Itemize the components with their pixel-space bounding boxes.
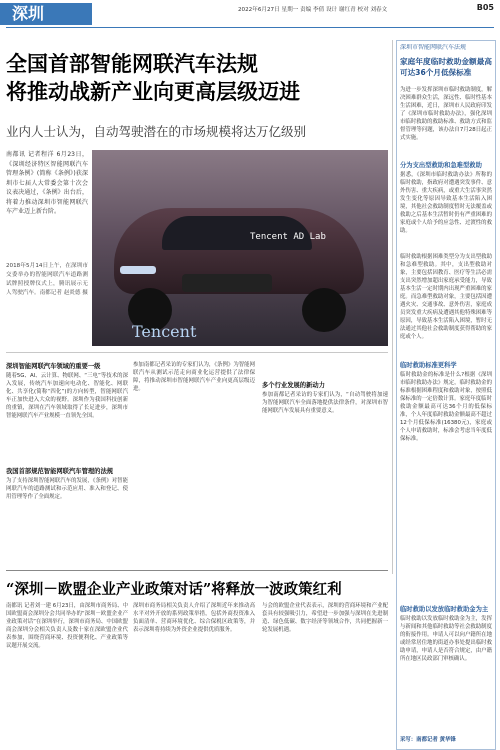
main-subhead: 业内人士认为，自动驾驶潜在的市场规模将达万亿级别: [6, 124, 307, 139]
sidebar-section-2-heading: 临时救助标准更科学: [400, 362, 457, 369]
section-heading-2: 我国首部规范智能网联汽车管理的法规: [6, 468, 114, 475]
sidebar-section-1-text-2: 临时救助根据困难类型分为支出型救助和急难型救助。其中，支出型救助对象，主要包括因教育、医疗等生活必需支出突然增加超出家庭承受能力，导致基本生活一定时期内出现严重困难的家庭。而急难型救助对象，主要包括因遭遇火灾、交通事故、意外伤害，家庭成员突发重大疾病及遭遇其他特殊困难等原因，导致基本生活陷入困境，暂时无法通过其他社会救助制度获得帮助的家庭或个人。: [400, 254, 492, 340]
story2-column-c: 与会的欧盟企业代表表示，深圳的营商环境和产业配套具有较强吸引力，希望进一步加强与深圳在先进制造、绿色低碳、数字经济等领域合作，共同把握新一轮发展机遇。: [262, 603, 388, 633]
lead-paragraph: 南都讯 记者程洋 6月23日，《深圳经济特区智能网联汽车管理条例》(简称《条例》)获深圳市七届人大常委会第十次会议表决通过，《条例》出台后，将着力推动深圳市智能网联汽车产业迈上新台阶。: [6, 151, 88, 215]
right-column-text: 参加南都记者采访的专家们认为，“自动驾驶将加速为智能网联汽车全面落地提供法律条件，对深圳市智能网联汽车发展具有重要意义。: [262, 392, 388, 414]
sponsor-logo: Tencent: [132, 322, 197, 341]
story2-headline: “深圳－欧盟企业产业政策对话”将释放一波政策红利: [6, 581, 342, 598]
car-wheel-rear: [302, 288, 346, 332]
column-divider: [392, 40, 393, 574]
story2-column-a: 南都讯 记者刘一建 6月23日，由深圳市商务局、中国欧盟商会深圳分会共同举办的“深圳－欧盟企业产业政策对话”在深圳举行，深圳市商务局、中国欧盟商会深圳分会相关负责人及数十家在深欧盟企业代表参加，围绕营商环境、投资便利化、产业政策等议题开展交流。: [6, 603, 128, 649]
news-photo: [92, 150, 388, 346]
middle-column-text: 参加南都记者采访的专家们认为，《条例》为智能网联汽车从测试示范走向商业化运营提供了法律保障，将推动深圳市智能网联汽车产业向更高层级迈进。: [133, 362, 255, 392]
sidebar-section-1-heading: 分为支出型救助和急难型救助: [400, 162, 482, 169]
sidebar-section-3-text: 临时救助以发放临时救助金为主，发挥与新闻和其他临时救助等社会救助制度的衔接作用。申请人可以向户籍所在地或经常居住地的街道办事处提出临时救助申请，申请人是否符合规定，由户籍所在地区民政部门审核确认。: [400, 616, 492, 662]
main-headline: [6, 50, 386, 106]
section-tag: 深圳: [0, 3, 92, 25]
section-text-1: 随着5G、AI、云计算、物联网、“三电”等技术的深入发展，传统汽车加速向电动化、智能化、网联化、共享化(简称“四化”)的方向转型，智能网联汽车正加快进入大众的视野。深圳作为我国科技创新的重镇，深圳在汽车领域取得了长足进步，深圳市智能网联汽车产业规模一直领先全国。: [6, 373, 128, 419]
section-heading-1: 深圳智能网联汽车领域的重要一级: [6, 363, 101, 370]
page-number: B05: [476, 3, 494, 12]
dateline: 2022年6月27日 星期一 责编 李倩 设计 谢红青 校对 刘春文: [238, 7, 388, 13]
story2-column-b: 深圳市商务局相关负责人介绍了深圳近年来推动高水平对外开放的系列政策举措，包括外商投资准入负面清单、营商环境优化、综合保税区政策等，并表示深圳将持续为外资企业提供优质服务。: [133, 603, 255, 633]
story-divider: [6, 570, 388, 571]
sidebar-section-3-heading: 临时救助以发放临时救助金为主: [400, 606, 489, 613]
sidebar-lead: 为进一步发挥深圳市临时救助制度，解决困难群众生活，深远性、临时性基本生活困难，近日，深圳市人民政府印发了《深圳市临时救助办法》，强化深圳市临时救助的救助标准、救助方式和监督管理等问题，该办法自7月28日起正式实施。: [400, 87, 492, 141]
sidebar-section-1-text: 据悉，《深圳市临时救助办法》所称的临时救助，指政府对遭遇突发事件、意外伤害、重大疾病，或重大生活事突然发生变化等原因导致基本生活陷入困境，其他社会救助制度暂时无法覆盖或救助之后基本生活暂时仍有严重困难的家庭或个人给予的应急性、过渡性的救助。: [400, 172, 492, 234]
photo-caption: 2018年5月14日上午，在深圳市交委举办的智能网联汽车道路测试牌照授牌仪式上，腾讯展示无人驾驶汽车。南都记者 赵炎德 摄: [6, 263, 88, 296]
car-door-label: Tencent AD Lab: [250, 232, 326, 242]
right-column-heading: 多个行业发展的新动力: [262, 382, 325, 389]
section-text-2: 为了支持深圳智能网联汽车的发展，《条例》对智能网联汽车的道路测试和示范应用、准入和登记、使用管理等作了全面规定。: [6, 478, 128, 500]
masthead-rule: [6, 27, 494, 28]
headline-line-2: 将推动战新产业向更高层级迈进: [6, 79, 300, 104]
car-grille: [182, 274, 272, 292]
masthead: [0, 0, 500, 28]
sidebar-byline: 采写：南都记者 黄华锋: [400, 737, 456, 743]
car-headlamp: [120, 266, 156, 274]
photo-rule: [6, 352, 388, 353]
sidebar-kicker: 深圳市智能网联汽车法规: [400, 44, 467, 51]
sidebar-section-2-text: 临时救助金的标准是什么?根据《深圳市临时救助办法》规定，临时救助金的标准根据困难程度和救助对象，按照低保标准的一定倍数计算。家庭年度临时救助金额最高可达36个月的低保标准，个人年度临时救助金额最高不超过12个月低保标准(16380元)，家庭或个人申请救助时，标准会考虑当年度低保标准。: [400, 372, 492, 442]
sidebar-heading: 家庭年度临时救助金额最高可达36个月低保标准: [400, 57, 492, 77]
headline-line-1: 全国首部智能网联汽车法规: [6, 51, 258, 76]
